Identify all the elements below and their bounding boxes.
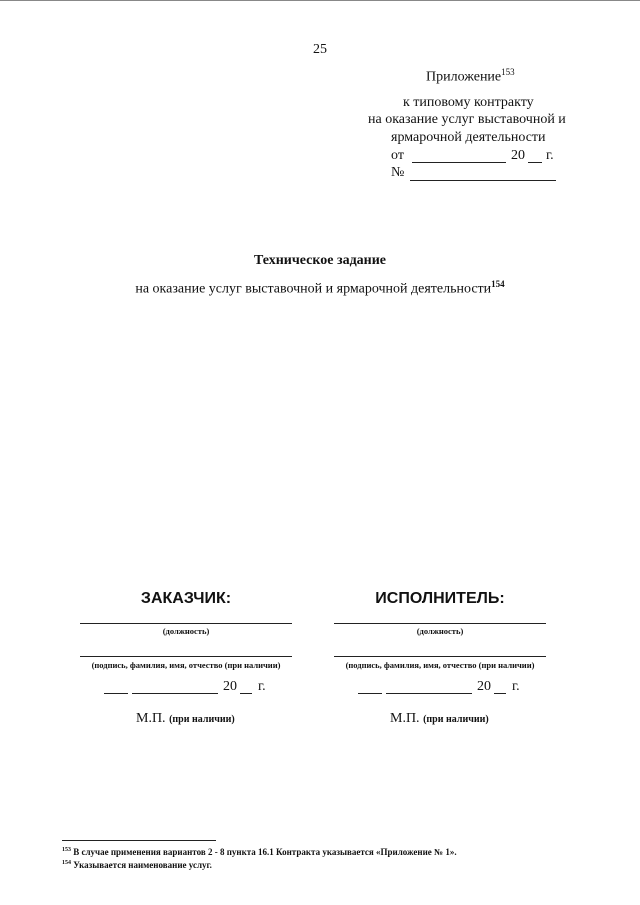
footnote-153-ref: 153 bbox=[62, 847, 71, 853]
footnote-separator bbox=[62, 840, 216, 841]
customer-position-caption: (должность) bbox=[162, 626, 210, 636]
subtitle-text: на оказание услуг выставочной и ярмарочной деятельности bbox=[135, 281, 492, 297]
contractor-stamp-label: М.П. bbox=[390, 711, 420, 726]
contractor-date-suffix: г. bbox=[512, 679, 520, 694]
document-title: Техническое задание bbox=[253, 253, 386, 268]
customer-date-year: 20 bbox=[223, 679, 237, 694]
date-year: 20 bbox=[511, 148, 525, 163]
date-suffix: г. bbox=[546, 148, 554, 163]
document-subtitle bbox=[0, 279, 640, 298]
date-year-label bbox=[511, 148, 525, 164]
customer-stamp-label: М.П. bbox=[136, 711, 166, 726]
contractor-date-year: 20 bbox=[477, 679, 491, 694]
footnote-153-text: В случае применения вариантов 2 - 8 пункта 16.1 Контракта указывается «Приложение № 1». bbox=[73, 847, 457, 857]
customer-year-blank bbox=[240, 693, 252, 694]
customer-heading: ЗАКАЗЧИК: bbox=[140, 590, 232, 607]
page-number: 25 bbox=[313, 42, 327, 57]
header-line-3: ярмарочной деятельности bbox=[391, 130, 546, 145]
footnote-154 bbox=[62, 860, 212, 870]
number-prefix: № bbox=[391, 165, 405, 180]
date-prefix: от bbox=[391, 148, 404, 163]
customer-stamp-note: (при наличии) bbox=[169, 714, 235, 725]
footnote-154-ref: 154 bbox=[62, 860, 71, 866]
customer-position-line bbox=[80, 623, 292, 624]
contractor-heading: ИСПОЛНИТЕЛЬ: bbox=[375, 590, 505, 607]
header-date-line bbox=[391, 148, 404, 164]
contractor-position-caption: (должность) bbox=[416, 626, 464, 636]
contractor-signature-caption: (подпись, фамилия, имя, отчество (при наличии) bbox=[345, 660, 535, 670]
footnote-153 bbox=[62, 847, 457, 857]
appendix-label bbox=[426, 67, 515, 86]
footnote-154-text: Указывается наименование услуг. bbox=[73, 860, 212, 870]
contractor-position-line bbox=[334, 623, 546, 624]
date-year-blank bbox=[528, 162, 542, 163]
scan-border bbox=[0, 0, 640, 4]
number-blank bbox=[410, 180, 556, 181]
customer-date-suffix: г. bbox=[258, 679, 266, 694]
contractor-signature-line bbox=[334, 656, 546, 657]
customer-signature-line bbox=[80, 656, 292, 657]
customer-month-blank bbox=[132, 693, 218, 694]
header-line-1: к типовому контракту bbox=[403, 95, 534, 110]
contractor-stamp bbox=[390, 711, 489, 727]
contractor-stamp-note: (при наличии) bbox=[423, 714, 489, 725]
header-line-2: на оказание услуг выставочной и bbox=[368, 112, 566, 127]
footnote-ref-154: 154 bbox=[491, 279, 505, 289]
contractor-day-blank bbox=[358, 693, 382, 694]
footnote-ref-153: 153 bbox=[501, 67, 515, 77]
customer-stamp bbox=[136, 711, 235, 727]
appendix-label-text: Приложение bbox=[426, 69, 502, 85]
customer-day-blank bbox=[104, 693, 128, 694]
contractor-year-blank bbox=[494, 693, 506, 694]
date-blank bbox=[412, 162, 506, 163]
contractor-month-blank bbox=[386, 693, 472, 694]
customer-signature-caption: (подпись, фамилия, имя, отчество (при наличии) bbox=[91, 660, 281, 670]
